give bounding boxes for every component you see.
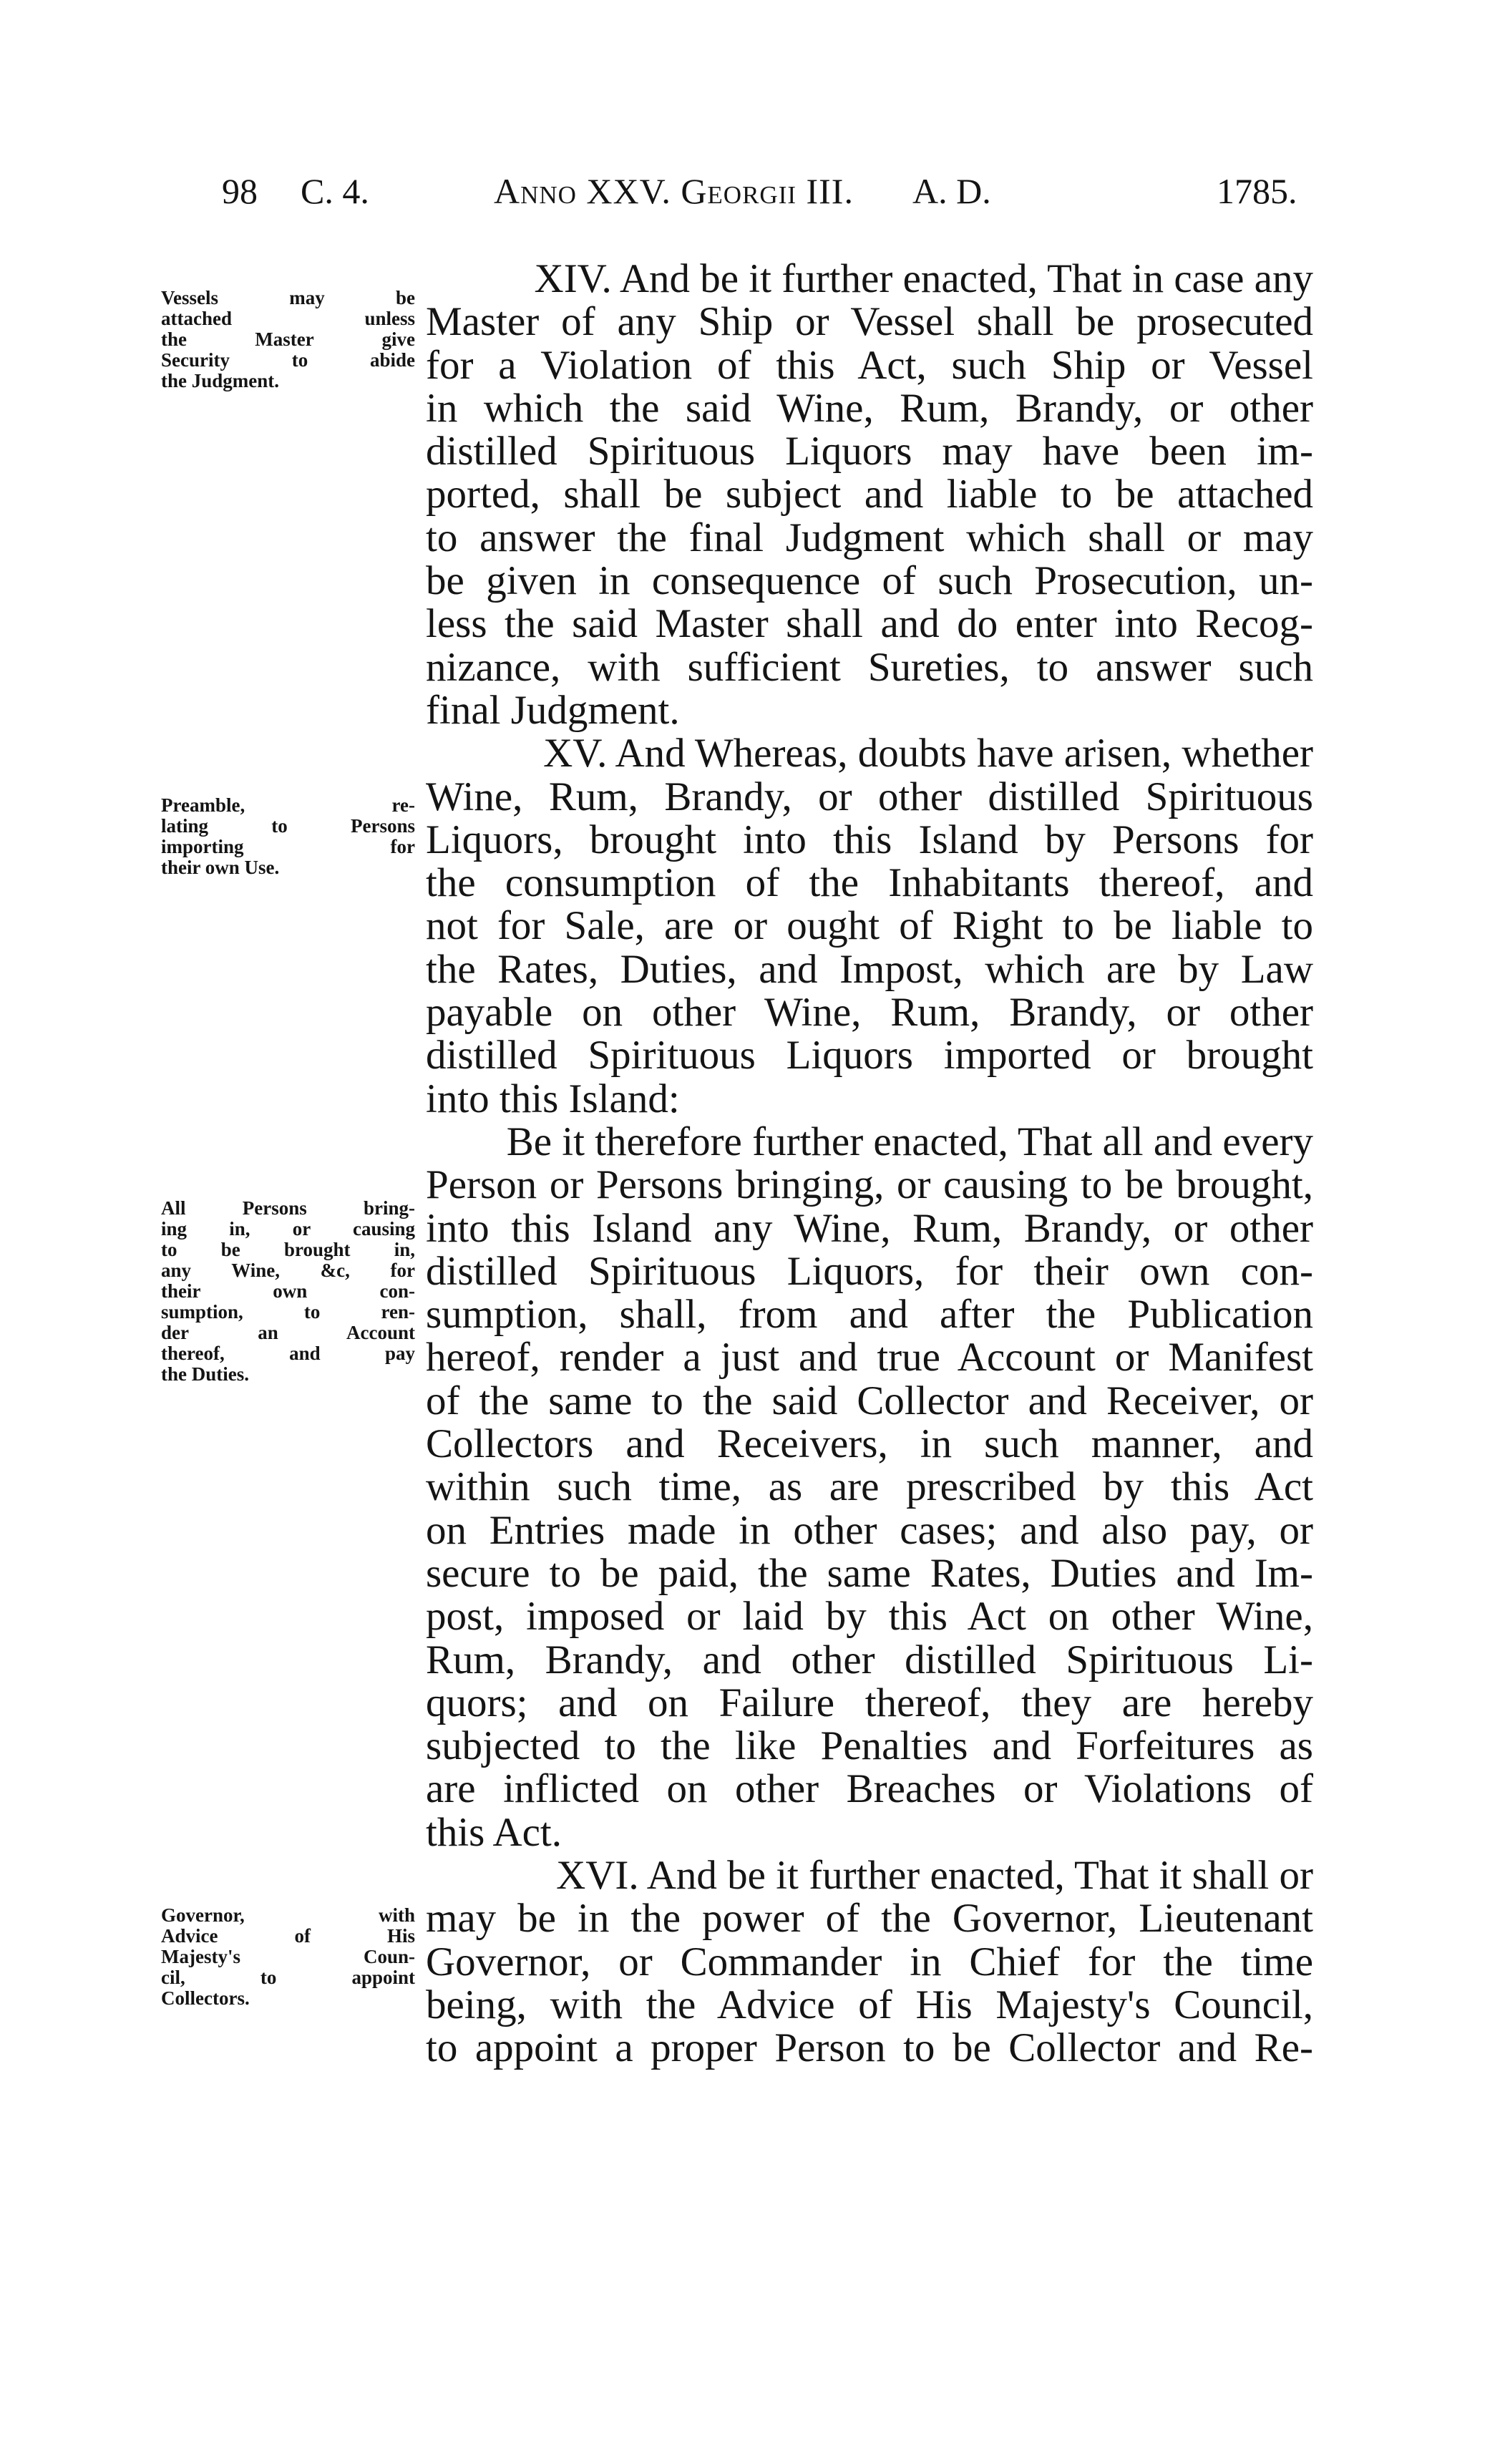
text-line: less the said Master shall and do enter into Recog- (426, 601, 1313, 647)
text-line: distilled Spirituous Liquors may have been im- (426, 429, 1313, 474)
note-line: lating to Persons (161, 815, 415, 837)
text-line: into this Island: (426, 1076, 680, 1121)
text-line: on Entries made in other cases; and also pay, or (426, 1507, 1313, 1553)
note-line: sumption, to ren- (161, 1301, 415, 1323)
note-line: to be brought in, (161, 1239, 415, 1260)
text-line: hereof, render a just and true Account or Manifest (426, 1335, 1313, 1380)
running-header (0, 166, 1505, 216)
text-line: may be in the power of the Governor, Lieutenant (426, 1896, 1313, 1942)
text-line: Rum, Brandy, and other distilled Spirituous Li- (426, 1637, 1313, 1683)
text-line: this Act. (426, 1809, 562, 1855)
text-line: Be it therefore further enacted, That all and every (506, 1119, 1313, 1164)
note-line: Preamble, re- (161, 794, 415, 816)
regnal-year-title: Anno XXV. Georgii III. (494, 171, 854, 211)
note-line: Collectors. (161, 1987, 250, 2009)
text-line: XV. And Whereas, doubts have arisen, whether (543, 731, 1313, 776)
note-line: their own con- (161, 1280, 415, 1302)
text-line: Person or Persons bringing, or causing to be brought, (426, 1162, 1313, 1208)
main-text-column (426, 258, 1313, 2070)
anno-domini-label: A. D. (912, 171, 991, 211)
text-line: Collectors and Receivers, in such manner, and (426, 1421, 1313, 1467)
note-line: All Persons bring- (161, 1197, 415, 1219)
text-line: XIV. And be it further enacted, That in case any (534, 256, 1313, 301)
chapter-number: C. 4. (301, 171, 369, 211)
text-line: to answer the final Judgment which shall or may (426, 515, 1313, 560)
text-line: for a Violation of this Act, such Ship or Vessel (426, 342, 1313, 388)
text-line: of the same to the said Collector and Receiver, or (426, 1378, 1313, 1423)
note-line: any Wine, &c, for (161, 1260, 415, 1281)
text-line: Liquors, brought into this Island by Persons for (426, 817, 1313, 862)
note-line: their own Use. (161, 857, 280, 878)
text-line: nizance, with sufficient Sureties, to answer such (426, 644, 1313, 690)
text-line: post, imposed or laid by this Act on other Wine, (426, 1594, 1313, 1640)
note-line: importing for (161, 836, 415, 857)
note-line: Governor, with (161, 1904, 415, 1926)
text-line: not for Sale, are or ought of Right to be liable to (426, 903, 1313, 949)
text-line: final Judgment. (426, 687, 680, 733)
text-line: in which the said Wine, Rum, Brandy, or other (426, 385, 1313, 431)
note-line: cil, to appoint (161, 1967, 415, 1988)
note-line: der an Account (161, 1322, 415, 1343)
text-line: be given in consequence of such Prosecution, un- (426, 558, 1313, 604)
text-line: Wine, Rum, Brandy, or other distilled Spirituous (426, 774, 1313, 819)
text-line: into this Island any Wine, Rum, Brandy, or other (426, 1205, 1313, 1251)
note-line: ing in, or causing (161, 1218, 415, 1240)
text-line: Master of any Ship or Vessel shall be prosecuted (426, 299, 1313, 345)
text-line: distilled Spirituous Liquors imported or brought (426, 1033, 1313, 1078)
page-number: 98 (222, 171, 258, 211)
text-line: within such time, as are prescribed by this Act (426, 1464, 1313, 1510)
note-line: the Master give (161, 328, 415, 350)
note-line: Advice of His (161, 1925, 415, 1947)
text-line: subjected to the like Penalties and Forfeitures as (426, 1723, 1313, 1769)
text-line: ported, shall be subject and liable to be attached (426, 472, 1313, 517)
text-line: sumption, shall, from and after the Publication (426, 1292, 1313, 1338)
note-line: attached unless (161, 308, 415, 329)
text-line: to appoint a proper Person to be Collector and Re- (426, 2025, 1313, 2071)
text-line: distilled Spirituous Liquors, for their own con- (426, 1248, 1313, 1294)
marginal-note-governor (161, 1905, 415, 2009)
text-line: the consumption of the Inhabitants thereof, and (426, 860, 1313, 906)
year: 1785. (1217, 171, 1297, 211)
text-line: XVI. And be it further enacted, That it shall or (556, 1852, 1313, 1898)
marginal-note-vessels (161, 288, 415, 391)
note-line: the Judgment. (161, 370, 280, 391)
text-line: payable on other Wine, Rum, Brandy, or other (426, 990, 1313, 1036)
marginal-note-preamble (161, 795, 415, 878)
text-line: the Rates, Duties, and Impost, which are by Law (426, 946, 1313, 992)
note-line: Security to abide (161, 349, 415, 371)
note-line: Majesty's Coun- (161, 1946, 415, 1967)
note-line: Vessels may be (161, 287, 415, 308)
text-line: are inflicted on other Breaches or Violations of (426, 1766, 1313, 1812)
text-line: secure to be paid, the same Rates, Duties and Im- (426, 1550, 1313, 1596)
note-line: the Duties. (161, 1363, 249, 1385)
note-line: thereof, and pay (161, 1343, 415, 1364)
text-line: being, with the Advice of His Majesty's Council, (426, 1982, 1313, 2027)
marginal-note-all-persons (161, 1198, 415, 1385)
text-line: quors; and on Failure thereof, they are hereby (426, 1680, 1313, 1725)
text-line: Governor, or Commander in Chief for the time (426, 1939, 1313, 1985)
